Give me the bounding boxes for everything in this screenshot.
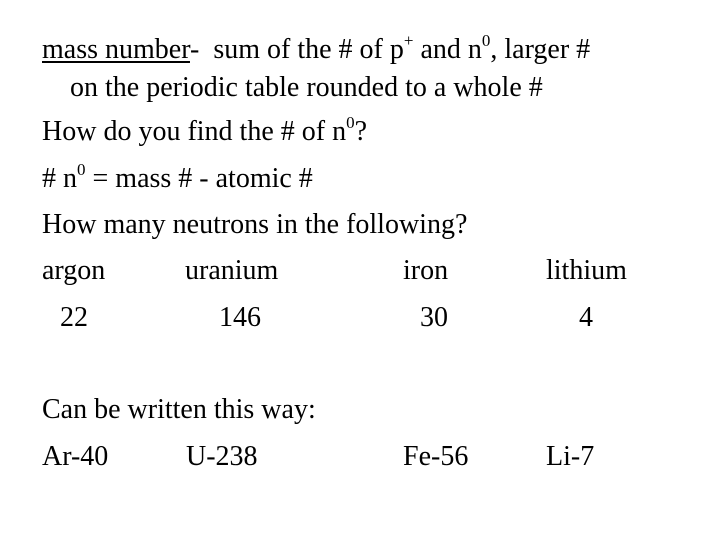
element-name: uranium xyxy=(185,255,279,286)
question1-superscript: 0 xyxy=(346,113,355,132)
definition-text-3: , larger # xyxy=(490,34,591,65)
term-dash: - xyxy=(189,34,200,65)
written-way-heading: Can be written this way: xyxy=(42,394,316,425)
question1-text-2: ? xyxy=(354,116,368,147)
definition-line xyxy=(42,31,591,66)
question-find-neutrons xyxy=(42,113,368,148)
neutron-formula xyxy=(42,160,313,195)
definition-text-1: sum of the # of p xyxy=(199,34,404,65)
element-name: argon xyxy=(42,255,106,286)
neutron-superscript: 0 xyxy=(481,31,491,50)
isotope-notation: U-238 xyxy=(186,441,258,472)
neutron-count: 146 xyxy=(219,302,261,333)
element-name: lithium xyxy=(546,255,627,286)
formula-superscript: 0 xyxy=(77,160,86,179)
isotope-notation: Ar-40 xyxy=(42,441,109,472)
term-mass-number: mass number xyxy=(42,34,190,65)
formula-text-2: = mass # - atomic # xyxy=(85,163,313,194)
proton-charge-superscript: + xyxy=(403,31,414,50)
isotope-notation: Fe-56 xyxy=(403,441,469,472)
definition-continuation: on the periodic table rounded to a whole # xyxy=(70,72,543,103)
neutron-count: 22 xyxy=(60,302,88,333)
definition-text-2: and n xyxy=(413,34,482,65)
question1-text-1: How do you find the # of n xyxy=(42,116,347,147)
neutron-count: 30 xyxy=(420,302,448,333)
isotope-notation: Li-7 xyxy=(546,441,595,472)
neutron-count: 4 xyxy=(579,302,593,333)
formula-text-1: # n xyxy=(42,163,77,194)
element-name: iron xyxy=(403,255,449,286)
question-how-many-neutrons: How many neutrons in the following? xyxy=(42,209,468,240)
